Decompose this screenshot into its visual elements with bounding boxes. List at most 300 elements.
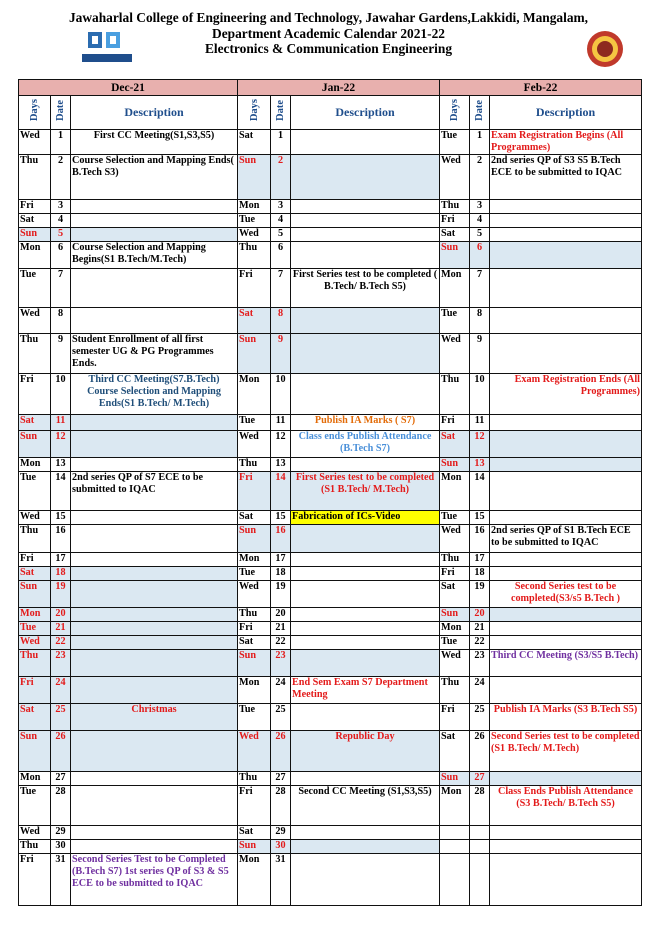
calendar-row: [19, 567, 642, 581]
date-cell: 6: [51, 242, 71, 269]
month-dec: Dec-21: [19, 80, 238, 96]
event-description: [291, 622, 440, 636]
day-cell: Mon: [238, 374, 271, 415]
day-cell: Wed: [19, 130, 51, 155]
event-description: First Series test to be completed ( B.Tech/ B.Tech S5): [291, 269, 440, 308]
day-cell: Wed: [19, 826, 51, 840]
event-description: Publish IA Marks ( S7): [291, 415, 440, 431]
event-description: [71, 525, 238, 553]
date-cell: 2: [271, 155, 291, 200]
day-cell: Mon: [19, 458, 51, 472]
event-description: [291, 704, 440, 731]
day-cell: Fri: [440, 214, 470, 228]
event-description: Exam Registration Ends (All Programmes): [490, 374, 642, 415]
column-header-row: [19, 96, 642, 130]
date-cell: 11: [271, 415, 291, 431]
event-description: [291, 155, 440, 200]
calendar-row: [19, 840, 642, 854]
day-cell: Sat: [19, 214, 51, 228]
date-cell: 20: [51, 608, 71, 622]
calendar-row: [19, 214, 642, 228]
event-description: [71, 786, 238, 826]
academic-calendar-table: [18, 79, 642, 906]
date-cell: 1: [470, 130, 490, 155]
day-cell: Mon: [440, 786, 470, 826]
date-cell: 23: [271, 650, 291, 677]
day-cell: Sat: [440, 431, 470, 458]
event-description: [291, 308, 440, 334]
day-cell: Fri: [440, 704, 470, 731]
event-description: Second Series test to be completed (S1 B.Tech/ M.Tech): [490, 731, 642, 772]
college-name: Jawaharlal College of Engineering and Technology, Jawahar Gardens,Lakkidi, Mangalam,: [68, 10, 589, 25]
event-description: [291, 130, 440, 155]
date-cell: 3: [271, 200, 291, 214]
date-cell: 23: [470, 650, 490, 677]
day-cell: Thu: [238, 608, 271, 622]
event-description: [71, 228, 238, 242]
calendar-row: [19, 636, 642, 650]
day-cell: Tue: [440, 636, 470, 650]
date-cell: 17: [470, 553, 490, 567]
calendar-row: [19, 472, 642, 511]
description-header: Description: [490, 96, 642, 130]
event-description: [71, 677, 238, 704]
event-description: [490, 431, 642, 458]
college-seal-logo: [586, 30, 624, 68]
date-cell: 17: [271, 553, 291, 567]
days-header: Days: [19, 96, 51, 130]
day-cell: Sun: [19, 228, 51, 242]
calendar-row: [19, 608, 642, 622]
day-cell: Thu: [19, 525, 51, 553]
date-cell: 14: [271, 472, 291, 511]
date-cell: 9: [271, 334, 291, 374]
month-header-row: [19, 80, 642, 96]
event-description: [71, 581, 238, 608]
day-cell: Fri: [19, 553, 51, 567]
event-description: [490, 458, 642, 472]
event-description: [490, 840, 642, 854]
date-cell: 21: [470, 622, 490, 636]
day-cell: Thu: [19, 155, 51, 200]
event-description: [71, 840, 238, 854]
date-cell: 15: [51, 511, 71, 525]
date-cell: 28: [51, 786, 71, 826]
date-cell: 3: [51, 200, 71, 214]
day-cell: Wed: [440, 155, 470, 200]
day-cell: Thu: [440, 553, 470, 567]
date-cell: 26: [271, 731, 291, 772]
date-cell: 22: [470, 636, 490, 650]
day-cell: Wed: [238, 581, 271, 608]
date-cell: 27: [470, 772, 490, 786]
date-cell: [470, 854, 490, 906]
date-cell: 20: [470, 608, 490, 622]
calendar-row: [19, 269, 642, 308]
day-cell: [440, 840, 470, 854]
calendar-row: [19, 553, 642, 567]
calendar-row: [19, 458, 642, 472]
event-description: [71, 308, 238, 334]
date-cell: [470, 840, 490, 854]
event-description: [490, 308, 642, 334]
date-cell: 19: [51, 581, 71, 608]
day-cell: Tue: [238, 415, 271, 431]
event-description: Class ends Publish Attendance (B.Tech S7): [291, 431, 440, 458]
day-cell: Tue: [440, 511, 470, 525]
date-cell: 29: [271, 826, 291, 840]
event-description: [490, 200, 642, 214]
calendar-row: [19, 431, 642, 458]
calendar-row: [19, 854, 642, 906]
day-cell: Mon: [440, 269, 470, 308]
days-header: Days: [238, 96, 271, 130]
day-cell: Tue: [238, 214, 271, 228]
event-description: [291, 242, 440, 269]
event-description: [291, 772, 440, 786]
event-description: [490, 415, 642, 431]
event-description: [71, 431, 238, 458]
day-cell: Mon: [238, 677, 271, 704]
date-cell: 4: [51, 214, 71, 228]
date-cell: 8: [51, 308, 71, 334]
day-cell: Sat: [238, 511, 271, 525]
calendar-row: [19, 786, 642, 826]
event-description: [71, 826, 238, 840]
date-header: Date: [470, 96, 490, 130]
date-cell: 14: [470, 472, 490, 511]
day-cell: Wed: [19, 308, 51, 334]
event-description: [490, 228, 642, 242]
date-cell: 31: [271, 854, 291, 906]
event-description: Course Selection and Mapping Begins(S1 B.Tech/M.Tech): [71, 242, 238, 269]
day-cell: Wed: [440, 334, 470, 374]
calendar-header: [0, 0, 657, 75]
day-cell: Fri: [19, 677, 51, 704]
event-description: [291, 334, 440, 374]
date-cell: 10: [271, 374, 291, 415]
day-cell: Mon: [238, 553, 271, 567]
event-description: [490, 269, 642, 308]
day-cell: Sat: [238, 130, 271, 155]
calendar-row: [19, 228, 642, 242]
date-cell: 8: [470, 308, 490, 334]
day-cell: Tue: [238, 567, 271, 581]
day-cell: Tue: [440, 130, 470, 155]
date-cell: 11: [51, 415, 71, 431]
event-description: [490, 636, 642, 650]
date-cell: 10: [470, 374, 490, 415]
date-cell: 13: [51, 458, 71, 472]
day-cell: Sat: [238, 636, 271, 650]
date-cell: 4: [470, 214, 490, 228]
day-cell: Tue: [238, 704, 271, 731]
date-cell: 18: [470, 567, 490, 581]
date-cell: 24: [51, 677, 71, 704]
day-cell: Sat: [440, 731, 470, 772]
date-cell: 12: [470, 431, 490, 458]
event-description: 2nd series QP of S3 S5 B.Tech ECE to be submitted to IQAC: [490, 155, 642, 200]
day-cell: Wed: [19, 511, 51, 525]
event-description: [291, 567, 440, 581]
event-description: [71, 415, 238, 431]
date-cell: 12: [51, 431, 71, 458]
date-cell: 27: [51, 772, 71, 786]
event-description: [490, 511, 642, 525]
calendar-row: [19, 650, 642, 677]
event-description: Third CC Meeting (S3/S5 B.Tech): [490, 650, 642, 677]
day-cell: Thu: [19, 650, 51, 677]
day-cell: Wed: [19, 636, 51, 650]
event-description: [490, 334, 642, 374]
event-description: Exam Registration Begins (All Programmes): [490, 130, 642, 155]
day-cell: [440, 826, 470, 840]
date-cell: 5: [51, 228, 71, 242]
event-description: [490, 677, 642, 704]
date-cell: 15: [271, 511, 291, 525]
calendar-row: [19, 334, 642, 374]
date-cell: 7: [271, 269, 291, 308]
date-cell: 10: [51, 374, 71, 415]
date-cell: 11: [470, 415, 490, 431]
event-description: [490, 854, 642, 906]
calendar-row: [19, 581, 642, 608]
date-cell: 19: [271, 581, 291, 608]
date-cell: 13: [271, 458, 291, 472]
date-cell: 21: [51, 622, 71, 636]
event-description: [71, 731, 238, 772]
event-description: [71, 567, 238, 581]
event-description: Republic Day: [291, 731, 440, 772]
day-cell: Sun: [19, 581, 51, 608]
date-cell: 5: [271, 228, 291, 242]
calendar-row: [19, 826, 642, 840]
event-description: [291, 826, 440, 840]
date-cell: 24: [271, 677, 291, 704]
date-cell: 23: [51, 650, 71, 677]
day-cell: Mon: [19, 772, 51, 786]
day-cell: Thu: [19, 334, 51, 374]
calendar-row: [19, 415, 642, 431]
day-cell: Sat: [19, 567, 51, 581]
date-cell: 22: [271, 636, 291, 650]
event-description: [291, 854, 440, 906]
day-cell: Thu: [440, 200, 470, 214]
calendar-row: [19, 525, 642, 553]
event-description: [71, 269, 238, 308]
day-cell: Sun: [238, 650, 271, 677]
calendar-row: [19, 772, 642, 786]
day-cell: Fri: [238, 622, 271, 636]
event-description: [71, 214, 238, 228]
calendar-title: Department Academic Calendar 2021-22: [212, 25, 445, 41]
day-cell: Sun: [19, 731, 51, 772]
date-cell: 28: [470, 786, 490, 826]
event-description: [291, 525, 440, 553]
day-cell: Wed: [440, 650, 470, 677]
day-cell: Wed: [238, 228, 271, 242]
date-cell: 22: [51, 636, 71, 650]
day-cell: Mon: [440, 622, 470, 636]
day-cell: Sun: [238, 840, 271, 854]
event-description: Student Enrollment of all first semester UG & PG Programmes Ends.: [71, 334, 238, 374]
date-cell: 9: [470, 334, 490, 374]
day-cell: Fri: [440, 415, 470, 431]
day-cell: Thu: [440, 677, 470, 704]
date-cell: 26: [51, 731, 71, 772]
day-cell: Fri: [19, 374, 51, 415]
date-cell: 21: [271, 622, 291, 636]
day-cell: Mon: [238, 200, 271, 214]
day-cell: Fri: [238, 269, 271, 308]
day-cell: Thu: [238, 242, 271, 269]
day-cell: Wed: [238, 731, 271, 772]
calendar-row: [19, 622, 642, 636]
day-cell: Wed: [238, 431, 271, 458]
date-cell: 26: [470, 731, 490, 772]
date-cell: 16: [51, 525, 71, 553]
date-cell: 8: [271, 308, 291, 334]
day-cell: Tue: [19, 269, 51, 308]
day-cell: Thu: [238, 458, 271, 472]
event-description: [490, 608, 642, 622]
event-description: [71, 650, 238, 677]
calendar-row: [19, 704, 642, 731]
date-cell: 17: [51, 553, 71, 567]
date-cell: 30: [51, 840, 71, 854]
day-cell: Sat: [19, 704, 51, 731]
date-cell: 18: [271, 567, 291, 581]
day-cell: Wed: [440, 525, 470, 553]
date-cell: 5: [470, 228, 490, 242]
calendar-row: [19, 155, 642, 200]
date-cell: 27: [271, 772, 291, 786]
event-description: [291, 650, 440, 677]
event-description: Course Selection and Mapping Ends( B.Tech S3): [71, 155, 238, 200]
date-cell: 25: [51, 704, 71, 731]
date-cell: 29: [51, 826, 71, 840]
month-jan: Jan-22: [238, 80, 440, 96]
event-description: Christmas: [71, 704, 238, 731]
date-header: Date: [51, 96, 71, 130]
day-cell: Sat: [19, 415, 51, 431]
event-description: [490, 826, 642, 840]
date-cell: 20: [271, 608, 291, 622]
calendar-row: [19, 308, 642, 334]
days-header: Days: [440, 96, 470, 130]
event-description: [71, 511, 238, 525]
day-cell: Thu: [440, 374, 470, 415]
day-cell: Tue: [19, 786, 51, 826]
event-description: [490, 472, 642, 511]
description-header: Description: [71, 96, 238, 130]
event-description: Second Series test to be completed(S3/s5 B.Tech ): [490, 581, 642, 608]
event-description: Fabrication of ICs-Video: [291, 511, 440, 525]
day-cell: Sun: [238, 334, 271, 374]
day-cell: Sat: [440, 228, 470, 242]
event-description: [490, 242, 642, 269]
day-cell: [440, 854, 470, 906]
date-cell: 4: [271, 214, 291, 228]
event-description: End Sem Exam S7 Department Meeting: [291, 677, 440, 704]
event-description: [291, 553, 440, 567]
date-cell: 31: [51, 854, 71, 906]
date-cell: 30: [271, 840, 291, 854]
day-cell: Sun: [440, 608, 470, 622]
calendar-row: [19, 731, 642, 772]
date-cell: 2: [51, 155, 71, 200]
day-cell: Sun: [440, 772, 470, 786]
description-header: Description: [291, 96, 440, 130]
event-description: [490, 214, 642, 228]
day-cell: Fri: [238, 472, 271, 511]
date-cell: 1: [51, 130, 71, 155]
event-description: Third CC Meeting(S7.B.Tech) Course Selection and Mapping Ends(S1 B.Tech/ M.Tech): [71, 374, 238, 415]
day-cell: Fri: [238, 786, 271, 826]
date-cell: 1: [271, 130, 291, 155]
calendar-row: [19, 200, 642, 214]
calendar-row: [19, 511, 642, 525]
date-cell: 6: [271, 242, 291, 269]
event-description: Second CC Meeting (S1,S3,S5): [291, 786, 440, 826]
date-cell: 25: [271, 704, 291, 731]
event-description: [71, 622, 238, 636]
event-description: Publish IA Marks (S3 B.Tech S5): [490, 704, 642, 731]
date-cell: 14: [51, 472, 71, 511]
event-description: [291, 214, 440, 228]
event-description: [291, 608, 440, 622]
date-cell: 28: [271, 786, 291, 826]
day-cell: Tue: [19, 472, 51, 511]
day-cell: Thu: [238, 772, 271, 786]
event-description: [490, 567, 642, 581]
day-cell: Sat: [440, 581, 470, 608]
month-feb: Feb-22: [440, 80, 642, 96]
date-cell: 2: [470, 155, 490, 200]
date-cell: 13: [470, 458, 490, 472]
event-description: [71, 458, 238, 472]
event-description: First CC Meeting(S1,S3,S5): [71, 130, 238, 155]
date-cell: 7: [470, 269, 490, 308]
calendar-row: [19, 677, 642, 704]
date-cell: 12: [271, 431, 291, 458]
day-cell: Thu: [19, 840, 51, 854]
event-description: Class Ends Publish Attendance (S3 B.Tech/ B.Tech S5): [490, 786, 642, 826]
day-cell: Sat: [238, 826, 271, 840]
event-description: [71, 608, 238, 622]
date-cell: 25: [470, 704, 490, 731]
date-cell: [470, 826, 490, 840]
day-cell: Sun: [238, 525, 271, 553]
date-cell: 16: [470, 525, 490, 553]
event-description: [490, 772, 642, 786]
date-cell: 7: [51, 269, 71, 308]
date-header: Date: [271, 96, 291, 130]
event-description: [71, 772, 238, 786]
date-cell: 3: [470, 200, 490, 214]
day-cell: Sun: [238, 155, 271, 200]
event-description: [490, 622, 642, 636]
event-description: [490, 553, 642, 567]
calendar-row: [19, 130, 642, 155]
date-cell: 16: [271, 525, 291, 553]
calendar-row: [19, 242, 642, 269]
event-description: 2nd series QP of S7 ECE to be submitted to IQAC: [71, 472, 238, 511]
event-description: [291, 228, 440, 242]
date-cell: 19: [470, 581, 490, 608]
date-cell: 15: [470, 511, 490, 525]
day-cell: Mon: [440, 472, 470, 511]
